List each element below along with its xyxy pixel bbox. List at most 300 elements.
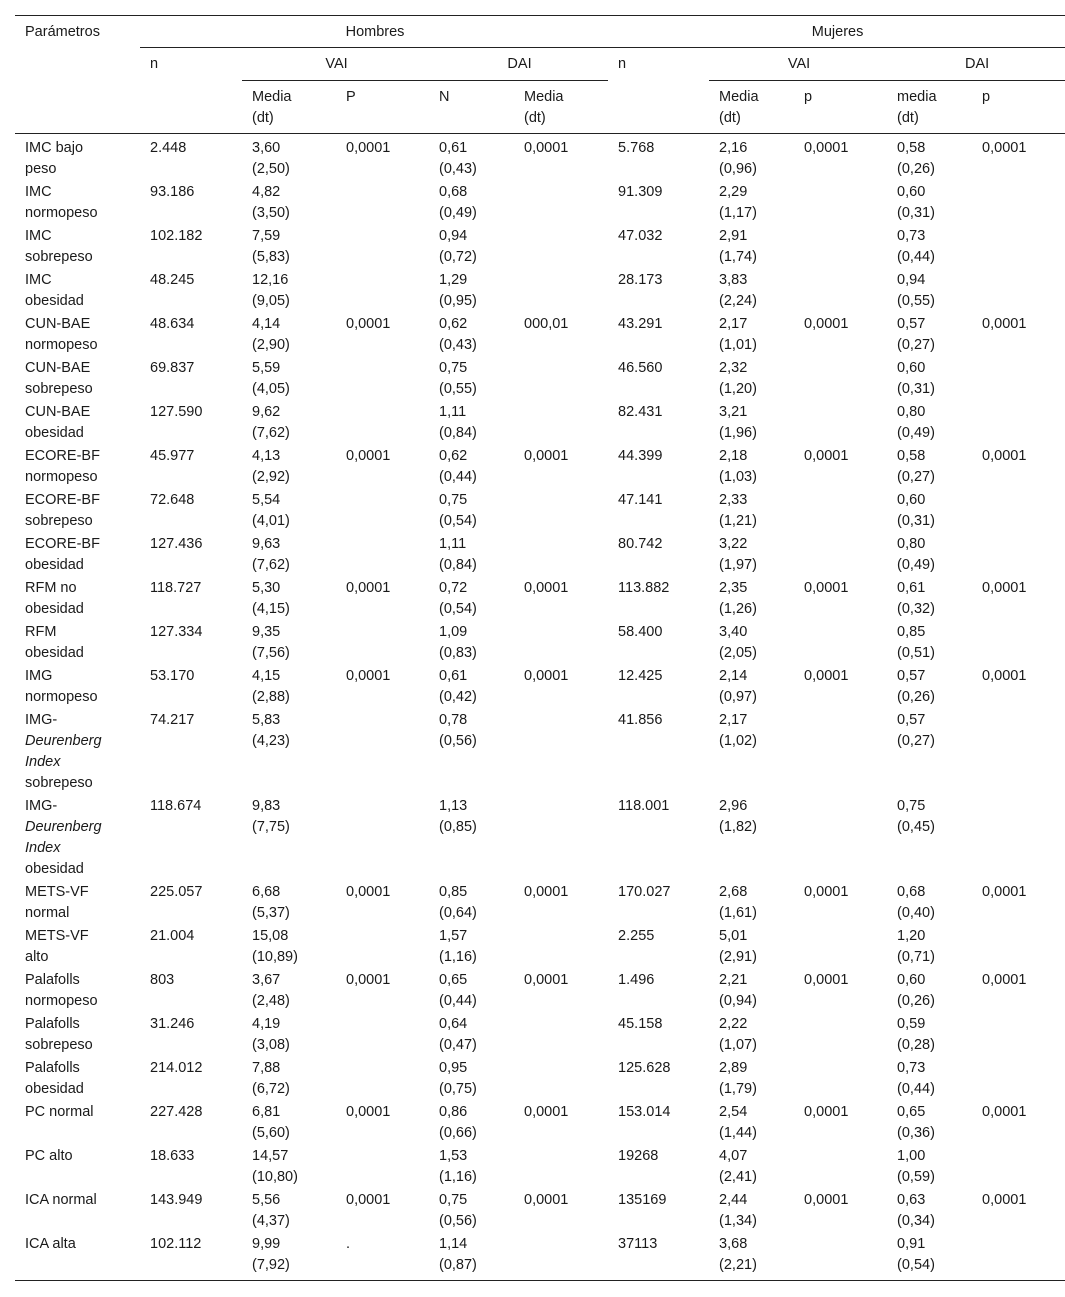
cell-parametro	[15, 709, 140, 795]
results-table	[15, 15, 1065, 1281]
cell-mujeres-dai-media	[887, 225, 972, 269]
cell-hombres-vai-media	[242, 357, 336, 401]
cell-hombres-dai-media: 0,0001	[524, 1192, 569, 1208]
cell-hombres-dai-n	[429, 969, 514, 1013]
cell-mujeres-vai-media-line: 3,22	[719, 536, 748, 552]
cell-hombres-dai-n	[429, 665, 514, 709]
cell-mujeres-vai-media-line: (1,44)	[719, 1125, 757, 1141]
cell-mujeres-vai-media-line: 2,17	[719, 712, 748, 728]
cell-hombres-n: 118.727	[150, 580, 202, 596]
cell-mujeres-dai-p	[972, 1057, 1065, 1101]
cell-parametro-line: alto	[25, 949, 49, 965]
cell-hombres-vai-media	[242, 621, 336, 665]
cell-mujeres-vai-media-line: 2,89	[719, 1060, 748, 1076]
col-header-n-hombres: n	[150, 56, 159, 72]
cell-hombres-vai-media	[242, 1101, 336, 1145]
cell-mujeres-vai-media-line: (2,24)	[719, 293, 757, 309]
table-row	[15, 665, 1065, 709]
cell-hombres-dai-n	[429, 577, 514, 621]
cell-mujeres-vai-p	[794, 1057, 887, 1101]
cell-mujeres-dai-p: 0,0001	[982, 316, 1027, 332]
cell-mujeres-dai-media-line: 0,91	[897, 1236, 926, 1252]
cell-mujeres-dai-p: 0,0001	[982, 448, 1027, 464]
cell-hombres-n: 53.170	[150, 668, 195, 684]
cell-hombres-vai-media-line: (2,90)	[252, 337, 290, 353]
col-header-vai-hombres: VAI	[242, 48, 429, 81]
cell-hombres-dai-media	[514, 709, 608, 795]
cell-parametro-line: Palafolls	[25, 1060, 80, 1076]
cell-mujeres-vai-media-line: 2,91	[719, 228, 748, 244]
cell-hombres-vai-p	[336, 489, 429, 533]
cell-mujeres-vai-media-line: 2,35	[719, 580, 748, 596]
cell-parametro-line: CUN-BAE	[25, 316, 91, 332]
cell-mujeres-vai-media-line: 3,21	[719, 404, 748, 420]
cell-parametro-line: CUN-BAE	[25, 360, 91, 376]
table-row	[15, 313, 1065, 357]
cell-mujeres-dai-media-line: 0,60	[897, 360, 926, 376]
cell-hombres-vai-p	[336, 709, 429, 795]
col-header-n-mujeres: n	[618, 56, 627, 72]
cell-mujeres-dai-p	[972, 795, 1065, 881]
cell-hombres-vai-media-line: 3,67	[252, 972, 281, 988]
cell-mujeres-dai-p	[972, 533, 1065, 577]
cell-mujeres-vai-p	[794, 1013, 887, 1057]
cell-hombres-n: 93.186	[150, 184, 195, 200]
cell-hombres-vai-media-line: 9,99	[252, 1236, 281, 1252]
cell-mujeres-dai-media	[887, 313, 972, 357]
cell-mujeres-vai-media	[709, 533, 794, 577]
cell-mujeres-n: 82.431	[618, 404, 663, 420]
cell-hombres-dai-media	[514, 1057, 608, 1101]
cell-parametro-line: IMC	[25, 184, 52, 200]
cell-mujeres-vai-media-line: (1,01)	[719, 337, 757, 353]
cell-hombres-vai-p	[336, 925, 429, 969]
cell-mujeres-dai-p: 0,0001	[982, 884, 1027, 900]
col-header-parametros: Parámetros	[15, 16, 140, 48]
cell-mujeres-vai-media-line: 2,54	[719, 1104, 748, 1120]
cell-hombres-vai-media-line: (10,80)	[252, 1169, 298, 1185]
cell-mujeres-vai-media-line: (2,21)	[719, 1257, 757, 1273]
cell-hombres-vai-media-line: (7,92)	[252, 1257, 290, 1273]
cell-mujeres-dai-media	[887, 181, 972, 225]
cell-hombres-n: 21.004	[150, 928, 195, 944]
cell-parametro-line: IMG-	[25, 712, 58, 728]
cell-hombres-dai-n-line: (0,84)	[439, 557, 477, 573]
table-row	[15, 1189, 1065, 1233]
cell-parametro-line: ECORE-BF	[25, 492, 100, 508]
header-spacer	[140, 81, 242, 134]
cell-parametro	[15, 401, 140, 445]
col-header-h-dai-n: N	[429, 81, 514, 134]
h-dai-media-label: Media	[524, 89, 564, 105]
cell-hombres-dai-n	[429, 269, 514, 313]
cell-hombres-vai-media	[242, 795, 336, 881]
table-row	[15, 134, 1065, 182]
cell-parametro	[15, 969, 140, 1013]
cell-hombres-dai-media: 0,0001	[524, 972, 569, 988]
cell-hombres-dai-n-line: (0,56)	[439, 733, 477, 749]
cell-hombres-dai-media: 0,0001	[524, 884, 569, 900]
cell-mujeres-dai-p: 0,0001	[982, 1192, 1027, 1208]
cell-mujeres-n: 113.882	[618, 580, 670, 596]
cell-hombres-vai-media-line: (4,01)	[252, 513, 290, 529]
cell-hombres-dai-n-line: 0,72	[439, 580, 468, 596]
cell-parametro-line: ICA alta	[25, 1236, 76, 1252]
cell-mujeres-vai-media-line: (0,96)	[719, 161, 757, 177]
cell-parametro-line: IMC	[25, 228, 52, 244]
cell-mujeres-dai-media	[887, 925, 972, 969]
cell-hombres-dai-n-line: (0,64)	[439, 905, 477, 921]
cell-hombres-n: 118.674	[150, 798, 202, 814]
cell-mujeres-dai-media	[887, 577, 972, 621]
cell-mujeres-dai-p	[972, 621, 1065, 665]
cell-parametro	[15, 1233, 140, 1281]
cell-hombres-vai-media-line: (4,15)	[252, 601, 290, 617]
cell-hombres-vai-media-line: (4,05)	[252, 381, 290, 397]
cell-parametro-line: obesidad	[25, 861, 84, 877]
cell-mujeres-dai-media-line: 0,94	[897, 272, 926, 288]
cell-mujeres-vai-media-line: 2,18	[719, 448, 748, 464]
cell-parametro	[15, 357, 140, 401]
cell-mujeres-vai-p	[794, 489, 887, 533]
cell-hombres-dai-n-line: 0,85	[439, 884, 468, 900]
cell-hombres-vai-media-line: 9,62	[252, 404, 281, 420]
cell-hombres-vai-media	[242, 1189, 336, 1233]
cell-hombres-dai-n-line: 0,95	[439, 1060, 468, 1076]
cell-mujeres-vai-media-line: 2,68	[719, 884, 748, 900]
cell-mujeres-dai-media-line: 0,85	[897, 624, 926, 640]
cell-hombres-dai-n-line: (0,43)	[439, 161, 477, 177]
cell-hombres-vai-media-line: (3,08)	[252, 1037, 290, 1053]
cell-hombres-n: 72.648	[150, 492, 195, 508]
cell-mujeres-vai-media-line: (1,79)	[719, 1081, 757, 1097]
cell-hombres-dai-media	[514, 401, 608, 445]
cell-hombres-dai-n	[429, 709, 514, 795]
cell-mujeres-dai-p	[972, 1013, 1065, 1057]
cell-hombres-vai-media-line: (2,88)	[252, 689, 290, 705]
cell-mujeres-dai-media-line: (0,49)	[897, 425, 935, 441]
cell-parametro-line: Index	[25, 840, 61, 856]
cell-hombres-vai-media	[242, 665, 336, 709]
cell-hombres-vai-media-line: 4,19	[252, 1016, 281, 1032]
cell-hombres-n: 102.182	[150, 228, 203, 244]
cell-parametro-line: sobrepeso	[25, 249, 93, 265]
cell-mujeres-dai-media-line: 0,80	[897, 536, 926, 552]
cell-hombres-dai-media: 0,0001	[524, 1104, 569, 1120]
cell-hombres-vai-media-line: (2,92)	[252, 469, 290, 485]
cell-hombres-vai-media-line: (4,37)	[252, 1213, 290, 1229]
cell-hombres-dai-n-line: (0,87)	[439, 1257, 477, 1273]
cell-mujeres-vai-media	[709, 709, 794, 795]
cell-mujeres-n: 37113	[608, 1233, 709, 1281]
cell-mujeres-dai-p	[972, 401, 1065, 445]
cell-hombres-vai-media-line: 12,16	[252, 272, 289, 288]
cell-mujeres-n: 45.158	[618, 1016, 663, 1032]
cell-mujeres-dai-media-line: (0,44)	[897, 249, 935, 265]
cell-hombres-dai-n	[429, 445, 514, 489]
cell-hombres-vai-p: 0,0001	[346, 668, 391, 684]
cell-hombres-vai-media	[242, 1057, 336, 1101]
cell-hombres-dai-n-line: 0,78	[439, 712, 468, 728]
cell-parametro-line: Deurenberg	[25, 819, 102, 835]
cell-hombres-vai-media-line: 5,59	[252, 360, 281, 376]
cell-hombres-n: 48.245	[150, 272, 195, 288]
cell-hombres-dai-n-line: 0,61	[439, 140, 468, 156]
cell-mujeres-vai-media-line: (1,07)	[719, 1037, 757, 1053]
cell-mujeres-n: 41.856	[618, 712, 663, 728]
cell-mujeres-dai-media	[887, 1101, 972, 1145]
cell-hombres-n: 69.837	[150, 360, 195, 376]
cell-mujeres-n: 12.425	[618, 668, 663, 684]
cell-parametro-line: METS-VF	[25, 884, 89, 900]
cell-mujeres-n: 118.001	[618, 798, 670, 814]
cell-hombres-dai-n-line: (0,49)	[439, 205, 477, 221]
table-row	[15, 445, 1065, 489]
table-row	[15, 925, 1065, 969]
cell-hombres-dai-n-line: (0,72)	[439, 249, 477, 265]
cell-hombres-dai-n	[429, 533, 514, 577]
cell-hombres-dai-media	[514, 533, 608, 577]
cell-mujeres-dai-media	[887, 621, 972, 665]
cell-hombres-vai-p: 0,0001	[346, 140, 391, 156]
cell-parametro-line: obesidad	[25, 293, 84, 309]
cell-mujeres-vai-p	[794, 621, 887, 665]
table-row	[15, 225, 1065, 269]
cell-parametro-line: METS-VF	[25, 928, 89, 944]
cell-mujeres-vai-media-line: (2,91)	[719, 949, 757, 965]
table-row	[15, 1101, 1065, 1145]
cell-parametro	[15, 533, 140, 577]
cell-hombres-dai-n	[429, 1101, 514, 1145]
cell-mujeres-dai-media-line: 0,60	[897, 972, 926, 988]
cell-mujeres-dai-p: 0,0001	[982, 140, 1027, 156]
cell-parametro	[15, 621, 140, 665]
cell-hombres-dai-n-line: (0,95)	[439, 293, 477, 309]
cell-mujeres-dai-media-line: 0,57	[897, 668, 926, 684]
cell-mujeres-vai-media	[709, 134, 794, 182]
cell-parametro	[15, 445, 140, 489]
cell-hombres-dai-n	[429, 489, 514, 533]
table-row	[15, 357, 1065, 401]
cell-hombres-dai-media: 0,0001	[524, 580, 569, 596]
cell-hombres-vai-p: 0,0001	[346, 580, 391, 596]
cell-mujeres-n: 58.400	[618, 624, 663, 640]
table-row	[15, 881, 1065, 925]
col-header-h-vai-media	[242, 81, 336, 134]
cell-hombres-n: 214.012	[150, 1060, 203, 1076]
group-header-hombres: Hombres	[140, 16, 608, 48]
cell-mujeres-dai-media-line: (0,55)	[897, 293, 935, 309]
cell-mujeres-vai-p	[794, 401, 887, 445]
cell-hombres-vai-p	[336, 225, 429, 269]
cell-hombres-vai-media	[242, 181, 336, 225]
cell-parametro-line: obesidad	[25, 557, 84, 573]
cell-hombres-n: 31.246	[150, 1016, 195, 1032]
cell-hombres-dai-n-line: 0,94	[439, 228, 468, 244]
cell-mujeres-dai-media-line: (0,31)	[897, 205, 935, 221]
cell-hombres-vai-p	[336, 533, 429, 577]
col-header-h-vai-p: P	[336, 81, 429, 134]
cell-mujeres-vai-media	[709, 269, 794, 313]
cell-mujeres-n: 19268	[618, 1148, 659, 1164]
cell-mujeres-dai-media-line: (0,27)	[897, 733, 935, 749]
cell-parametro-line: sobrepeso	[25, 381, 93, 397]
m-vai-media-label: Media	[719, 89, 759, 105]
cell-mujeres-dai-media-line: 0,59	[897, 1016, 926, 1032]
cell-parametro	[15, 925, 140, 969]
cell-mujeres-dai-media-line: 0,58	[897, 448, 926, 464]
cell-mujeres-vai-p	[794, 1233, 887, 1281]
cell-hombres-dai-media	[514, 357, 608, 401]
cell-mujeres-vai-media-line: 3,83	[719, 272, 748, 288]
cell-mujeres-vai-media	[709, 795, 794, 881]
cell-mujeres-n: 135169	[618, 1192, 667, 1208]
cell-mujeres-dai-media-line: 0,73	[897, 228, 926, 244]
cell-parametro-line: ICA normal	[25, 1192, 97, 1208]
cell-hombres-vai-media-line: 9,63	[252, 536, 281, 552]
h-vai-dt-label: (dt)	[252, 110, 274, 126]
cell-mujeres-vai-media-line: 2,33	[719, 492, 748, 508]
cell-hombres-dai-n-line: 1,11	[439, 536, 467, 552]
cell-mujeres-dai-media	[887, 665, 972, 709]
cell-mujeres-dai-media-line: 0,73	[897, 1060, 926, 1076]
cell-hombres-dai-n	[429, 881, 514, 925]
cell-mujeres-vai-media	[709, 313, 794, 357]
cell-mujeres-vai-p: 0,0001	[804, 1104, 849, 1120]
cell-hombres-n: 127.436	[150, 536, 203, 552]
cell-mujeres-vai-media-line: (1,26)	[719, 601, 757, 617]
cell-mujeres-n: 5.768	[618, 140, 655, 156]
cell-hombres-vai-media-line: (7,62)	[252, 557, 290, 573]
cell-mujeres-dai-media-line: (0,71)	[897, 949, 935, 965]
cell-hombres-n: 45.977	[150, 448, 195, 464]
cell-mujeres-vai-p: 0,0001	[804, 448, 849, 464]
cell-mujeres-dai-media-line: (0,27)	[897, 469, 935, 485]
cell-mujeres-vai-media-line: 2,29	[719, 184, 748, 200]
cell-mujeres-vai-media	[709, 445, 794, 489]
cell-mujeres-dai-media-line: 1,20	[897, 928, 926, 944]
cell-mujeres-vai-media-line: (1,17)	[719, 205, 757, 221]
cell-mujeres-vai-media	[709, 1189, 794, 1233]
cell-hombres-dai-n-line: 1,57	[439, 928, 468, 944]
cell-hombres-dai-n-line: (0,56)	[439, 1213, 477, 1229]
cell-hombres-dai-n-line: 0,75	[439, 1192, 468, 1208]
cell-hombres-dai-media	[514, 925, 608, 969]
cell-mujeres-vai-media	[709, 577, 794, 621]
group-header-mujeres: Mujeres	[608, 16, 1065, 48]
cell-hombres-vai-media-line: 4,15	[252, 668, 281, 684]
cell-hombres-dai-n-line: (1,16)	[439, 949, 477, 965]
table-row	[15, 1233, 1065, 1281]
cell-hombres-vai-media	[242, 969, 336, 1013]
cell-parametro-line: RFM no	[25, 580, 77, 596]
cell-mujeres-vai-media-line: (2,05)	[719, 645, 757, 661]
cell-mujeres-vai-media-line: (1,21)	[719, 513, 757, 529]
col-header-vai-mujeres: VAI	[709, 48, 887, 81]
cell-mujeres-vai-p: 0,0001	[804, 140, 849, 156]
cell-mujeres-vai-p: 0,0001	[804, 316, 849, 332]
cell-parametro	[15, 577, 140, 621]
cell-mujeres-vai-media	[709, 357, 794, 401]
cell-mujeres-vai-media-line: 4,07	[719, 1148, 748, 1164]
cell-hombres-vai-media-line: (2,48)	[252, 993, 290, 1009]
cell-hombres-dai-n-line: 0,75	[439, 492, 468, 508]
cell-hombres-n: 803	[150, 972, 175, 988]
cell-hombres-dai-n-line: 1,11	[439, 404, 467, 420]
table-row	[15, 709, 1065, 795]
cell-parametro	[15, 1101, 140, 1145]
cell-parametro-line: obesidad	[25, 1081, 84, 1097]
cell-hombres-dai-n	[429, 1189, 514, 1233]
table-row	[15, 533, 1065, 577]
cell-mujeres-dai-media-line: (0,26)	[897, 993, 935, 1009]
cell-hombres-dai-n-line: (0,42)	[439, 689, 477, 705]
cell-hombres-dai-media	[514, 1233, 608, 1281]
cell-hombres-vai-p	[336, 795, 429, 881]
cell-parametro	[15, 1057, 140, 1101]
cell-parametro-line: ECORE-BF	[25, 536, 100, 552]
cell-mujeres-dai-media-line: (0,27)	[897, 337, 935, 353]
cell-hombres-vai-p: 0,0001	[346, 448, 391, 464]
cell-hombres-dai-media	[514, 621, 608, 665]
cell-parametro-line: PC alto	[25, 1148, 73, 1164]
cell-parametro-line: normopeso	[25, 469, 98, 485]
cell-parametro-line: PC normal	[25, 1104, 94, 1120]
cell-mujeres-dai-media-line: (0,51)	[897, 645, 935, 661]
cell-mujeres-dai-media	[887, 1057, 972, 1101]
cell-mujeres-dai-media-line: (0,34)	[897, 1213, 935, 1229]
cell-mujeres-vai-media-line: (1,74)	[719, 249, 757, 265]
cell-hombres-n: 74.217	[150, 712, 195, 728]
cell-mujeres-vai-media	[709, 881, 794, 925]
cell-mujeres-vai-p	[794, 269, 887, 313]
cell-hombres-dai-n-line: 0,86	[439, 1104, 468, 1120]
col-header-m-dai-media	[887, 81, 972, 134]
cell-parametro-line: normopeso	[25, 689, 98, 705]
cell-parametro-line: normopeso	[25, 993, 98, 1009]
cell-hombres-dai-n-line: (0,55)	[439, 381, 477, 397]
cell-mujeres-dai-media-line: (0,54)	[897, 1257, 935, 1273]
cell-mujeres-vai-media	[709, 1145, 794, 1189]
cell-hombres-vai-media	[242, 445, 336, 489]
cell-hombres-vai-p: 0,0001	[346, 972, 391, 988]
cell-mujeres-dai-media-line: 0,57	[897, 316, 926, 332]
cell-hombres-vai-p	[336, 1145, 429, 1189]
cell-hombres-vai-p	[336, 621, 429, 665]
cell-mujeres-vai-p: 0,0001	[804, 972, 849, 988]
cell-hombres-vai-media	[242, 489, 336, 533]
cell-hombres-dai-n	[429, 621, 514, 665]
cell-mujeres-dai-media	[887, 134, 972, 182]
cell-hombres-dai-n-line: (0,47)	[439, 1037, 477, 1053]
cell-parametro-line: normopeso	[25, 205, 98, 221]
cell-parametro-line: sobrepeso	[25, 513, 93, 529]
cell-hombres-dai-n-line: (0,44)	[439, 469, 477, 485]
cell-mujeres-vai-media-line: (1,34)	[719, 1213, 757, 1229]
cell-parametro	[15, 665, 140, 709]
cell-mujeres-vai-media	[709, 925, 794, 969]
cell-parametro	[15, 1013, 140, 1057]
cell-parametro-line: IMC bajo	[25, 140, 84, 156]
cell-hombres-vai-media	[242, 1013, 336, 1057]
cell-hombres-vai-media-line: (5,37)	[252, 905, 290, 921]
cell-parametro	[15, 881, 140, 925]
cell-hombres-dai-media	[514, 1013, 608, 1057]
cell-hombres-dai-media	[514, 795, 608, 881]
cell-parametro-line: Palafolls	[25, 1016, 80, 1032]
table-row	[15, 1145, 1065, 1189]
cell-hombres-dai-n-line: (0,84)	[439, 425, 477, 441]
